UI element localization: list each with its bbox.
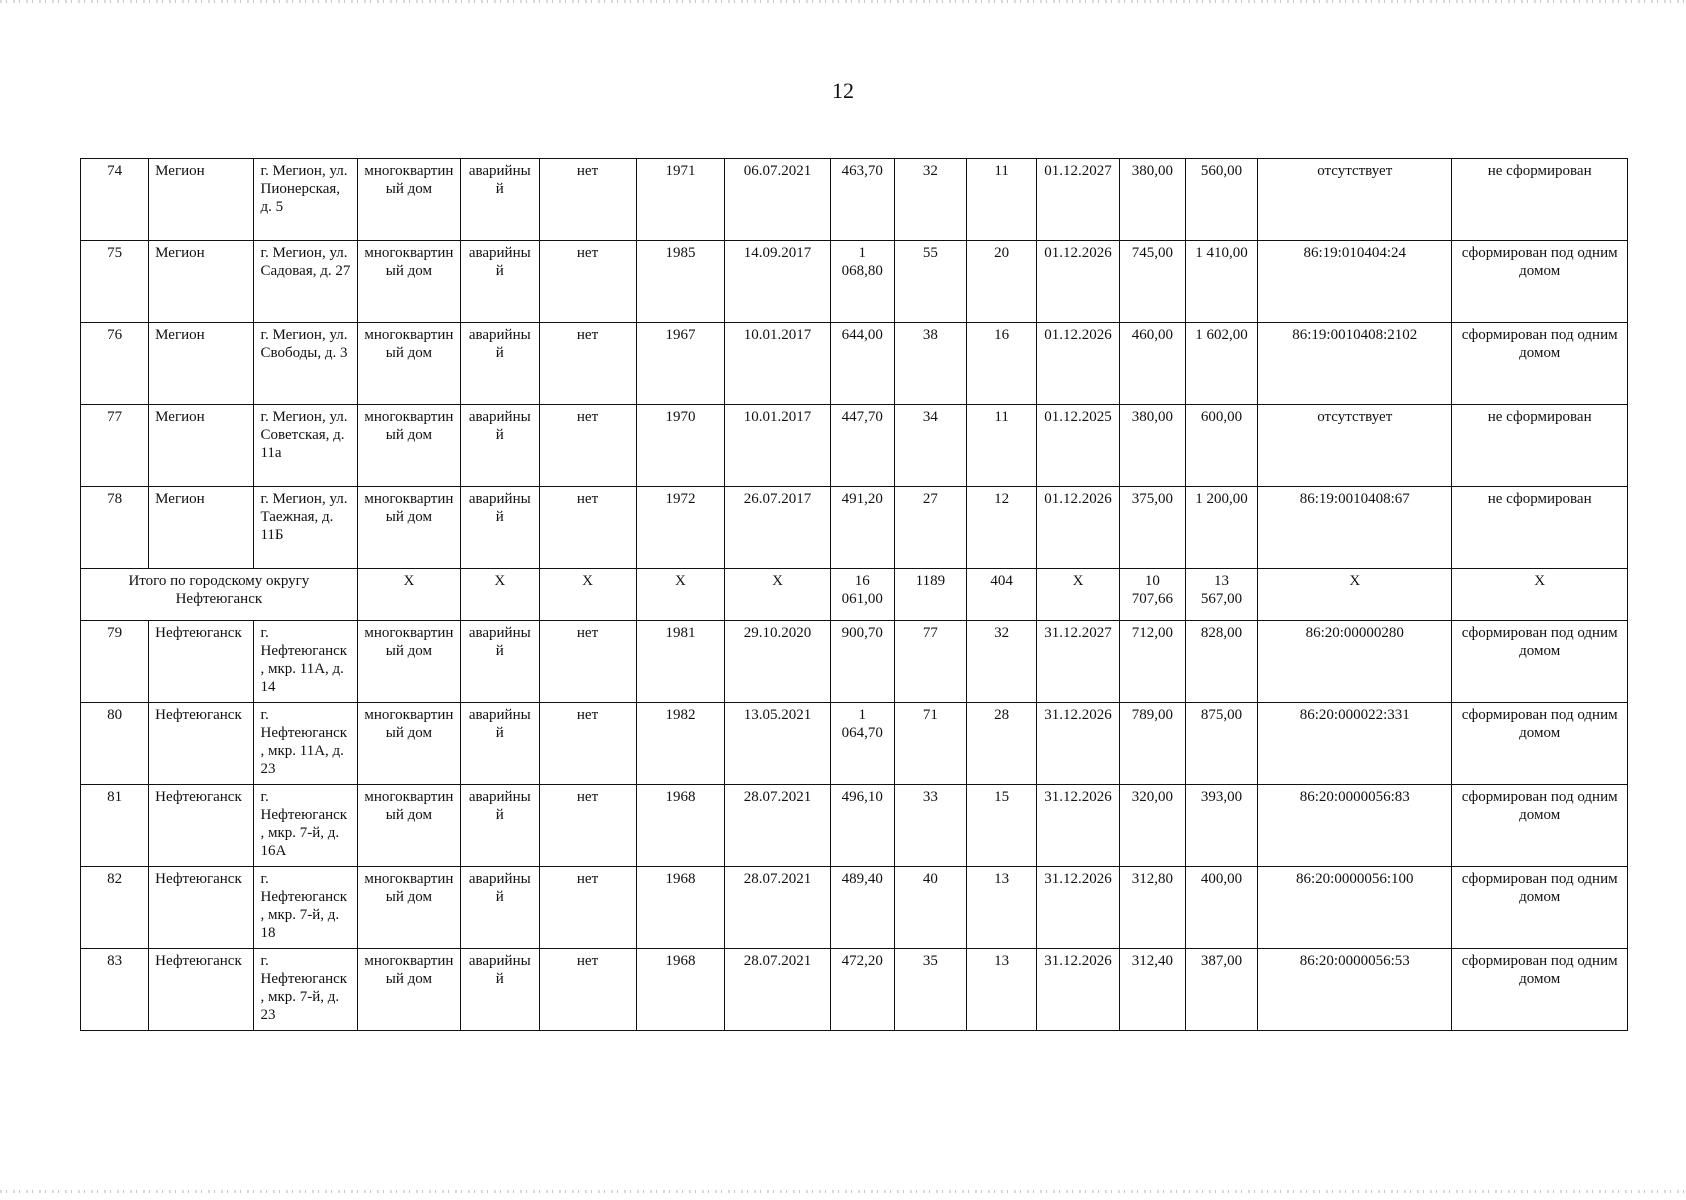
cell-flats: 12 xyxy=(967,487,1037,569)
table-row xyxy=(81,867,1628,949)
cell-cultural: нет xyxy=(539,323,636,405)
cell-cadastral-area: 312,80 xyxy=(1119,867,1185,949)
cell-residents: 33 xyxy=(894,785,966,867)
cell-flats: 28 xyxy=(967,703,1037,785)
total-cell-residents: 1189 xyxy=(894,569,966,621)
table-row xyxy=(81,487,1628,569)
cell-area: 472,20 xyxy=(830,949,894,1031)
cell-area: 463,70 xyxy=(830,159,894,241)
cell-flats: 16 xyxy=(967,323,1037,405)
cell-cadastral-no: 86:20:0000056:100 xyxy=(1258,867,1452,949)
cell-decision-date: 10.01.2017 xyxy=(725,405,830,487)
cell-deadline: 31.12.2026 xyxy=(1037,703,1120,785)
cell-plot-status: сформирован под одним домом xyxy=(1452,241,1628,323)
table-body-megion xyxy=(81,159,1628,569)
cell-decision-date: 06.07.2021 xyxy=(725,159,830,241)
cell-no: 77 xyxy=(81,405,149,487)
cell-address: г. Мегион, ул. Садовая, д. 27 xyxy=(254,241,357,323)
cell-address: г. Мегион, ул. Свободы, д. 3 xyxy=(254,323,357,405)
cell-year: 1968 xyxy=(636,949,725,1031)
cell-municipality: Мегион xyxy=(149,323,254,405)
cell-municipality: Нефтеюганск xyxy=(149,785,254,867)
cell-municipality: Нефтеюганск xyxy=(149,949,254,1031)
cell-cultural: нет xyxy=(539,241,636,323)
cell-status: аварийный xyxy=(461,949,539,1031)
cell-type: многоквартиный дом xyxy=(357,159,460,241)
cell-deadline: 01.12.2026 xyxy=(1037,487,1120,569)
cell-area: 644,00 xyxy=(830,323,894,405)
cell-cadastral-area: 712,00 xyxy=(1119,621,1185,703)
cell-municipality: Нефтеюганск xyxy=(149,621,254,703)
cell-plot-area: 1 200,00 xyxy=(1185,487,1257,569)
cell-cadastral-no: отсутствует xyxy=(1258,405,1452,487)
cell-status: аварийный xyxy=(461,159,539,241)
total-cell-plot-area: 13 567,00 xyxy=(1185,569,1257,621)
cell-cadastral-area: 380,00 xyxy=(1119,405,1185,487)
table-row xyxy=(81,785,1628,867)
table-row xyxy=(81,323,1628,405)
cell-decision-date: 28.07.2021 xyxy=(725,867,830,949)
total-cell-cultural: Х xyxy=(539,569,636,621)
cell-no: 76 xyxy=(81,323,149,405)
total-row xyxy=(81,569,1628,621)
cell-residents: 35 xyxy=(894,949,966,1031)
cell-plot-status: сформирован под одним домом xyxy=(1452,867,1628,949)
cell-plot-status: сформирован под одним домом xyxy=(1452,785,1628,867)
cell-area: 1 068,80 xyxy=(830,241,894,323)
table-row xyxy=(81,405,1628,487)
total-cell-status: Х xyxy=(461,569,539,621)
cell-status: аварийный xyxy=(461,487,539,569)
cell-flats: 13 xyxy=(967,949,1037,1031)
cell-status: аварийный xyxy=(461,405,539,487)
cell-deadline: 31.12.2027 xyxy=(1037,621,1120,703)
cell-cultural: нет xyxy=(539,487,636,569)
cell-address: г. Нефтеюганск, мкр. 11А, д. 14 xyxy=(254,621,357,703)
cell-cultural: нет xyxy=(539,405,636,487)
cell-status: аварийный xyxy=(461,867,539,949)
cell-deadline: 01.12.2026 xyxy=(1037,323,1120,405)
cell-deadline: 01.12.2026 xyxy=(1037,241,1120,323)
cell-cadastral-area: 745,00 xyxy=(1119,241,1185,323)
total-cell-flats: 404 xyxy=(967,569,1037,621)
cell-decision-date: 13.05.2021 xyxy=(725,703,830,785)
cell-area: 900,70 xyxy=(830,621,894,703)
cell-decision-date: 29.10.2020 xyxy=(725,621,830,703)
cell-cadastral-area: 460,00 xyxy=(1119,323,1185,405)
table-row xyxy=(81,159,1628,241)
cell-flats: 11 xyxy=(967,159,1037,241)
cell-plot-status: сформирован под одним домом xyxy=(1452,621,1628,703)
scan-edge-bottom xyxy=(0,1190,1686,1193)
cell-cadastral-area: 312,40 xyxy=(1119,949,1185,1031)
cell-cadastral-no: 86:20:000022:331 xyxy=(1258,703,1452,785)
cell-year: 1972 xyxy=(636,487,725,569)
cell-year: 1982 xyxy=(636,703,725,785)
cell-address: г. Нефтеюганск, мкр. 7-й, д. 16А xyxy=(254,785,357,867)
table-row xyxy=(81,703,1628,785)
cell-type: многоквартиный дом xyxy=(357,785,460,867)
cell-flats: 20 xyxy=(967,241,1037,323)
cell-type: многоквартиный дом xyxy=(357,949,460,1031)
table-row xyxy=(81,621,1628,703)
cell-type: многоквартиный дом xyxy=(357,703,460,785)
cell-type: многоквартиный дом xyxy=(357,621,460,703)
cell-no: 81 xyxy=(81,785,149,867)
cell-area: 1 064,70 xyxy=(830,703,894,785)
table-row xyxy=(81,241,1628,323)
cell-municipality: Мегион xyxy=(149,241,254,323)
cell-decision-date: 28.07.2021 xyxy=(725,785,830,867)
cell-status: аварийный xyxy=(461,785,539,867)
cell-deadline: 31.12.2026 xyxy=(1037,785,1120,867)
cell-plot-area: 1 410,00 xyxy=(1185,241,1257,323)
cell-year: 1968 xyxy=(636,867,725,949)
cell-municipality: Мегион xyxy=(149,159,254,241)
cell-residents: 55 xyxy=(894,241,966,323)
cell-address: г. Мегион, ул. Советская, д. 11а xyxy=(254,405,357,487)
total-cell-deadline: Х xyxy=(1037,569,1120,621)
cell-plot-status: не сформирован xyxy=(1452,159,1628,241)
cell-type: многоквартиный дом xyxy=(357,241,460,323)
cell-area: 496,10 xyxy=(830,785,894,867)
cell-plot-area: 387,00 xyxy=(1185,949,1257,1031)
cell-no: 80 xyxy=(81,703,149,785)
housing-registry-table xyxy=(80,158,1628,1031)
cell-municipality: Нефтеюганск xyxy=(149,703,254,785)
cell-deadline: 31.12.2026 xyxy=(1037,949,1120,1031)
cell-plot-status: сформирован под одним домом xyxy=(1452,949,1628,1031)
cell-no: 75 xyxy=(81,241,149,323)
cell-plot-status: сформирован под одним домом xyxy=(1452,323,1628,405)
cell-plot-area: 1 602,00 xyxy=(1185,323,1257,405)
cell-address: г. Нефтеюганск, мкр. 11А, д. 23 xyxy=(254,703,357,785)
cell-no: 78 xyxy=(81,487,149,569)
cell-no: 82 xyxy=(81,867,149,949)
page-number: 12 xyxy=(832,78,854,103)
cell-cadastral-area: 789,00 xyxy=(1119,703,1185,785)
cell-no: 79 xyxy=(81,621,149,703)
cell-decision-date: 26.07.2017 xyxy=(725,487,830,569)
cell-flats: 11 xyxy=(967,405,1037,487)
cell-cultural: нет xyxy=(539,159,636,241)
cell-area: 447,70 xyxy=(830,405,894,487)
cell-deadline: 01.12.2025 xyxy=(1037,405,1120,487)
cell-plot-area: 828,00 xyxy=(1185,621,1257,703)
cell-plot-area: 600,00 xyxy=(1185,405,1257,487)
cell-plot-status: сформирован под одним домом xyxy=(1452,703,1628,785)
cell-plot-status: не сформирован xyxy=(1452,405,1628,487)
total-cell-cadastral-area: 10 707,66 xyxy=(1119,569,1185,621)
table-total-row-group xyxy=(81,569,1628,621)
cell-cadastral-area: 320,00 xyxy=(1119,785,1185,867)
cell-residents: 38 xyxy=(894,323,966,405)
cell-year: 1968 xyxy=(636,785,725,867)
total-cell-area: 16 061,00 xyxy=(830,569,894,621)
cell-residents: 71 xyxy=(894,703,966,785)
cell-cadastral-area: 380,00 xyxy=(1119,159,1185,241)
cell-type: многоквартиный дом xyxy=(357,323,460,405)
cell-no: 74 xyxy=(81,159,149,241)
cell-cadastral-no: отсутствует xyxy=(1258,159,1452,241)
cell-type: многоквартиный дом xyxy=(357,867,460,949)
cell-address: г. Мегион, ул. Таежная, д. 11Б xyxy=(254,487,357,569)
cell-cultural: нет xyxy=(539,867,636,949)
cell-cadastral-no: 86:20:00000280 xyxy=(1258,621,1452,703)
cell-cadastral-no: 86:20:0000056:83 xyxy=(1258,785,1452,867)
cell-year: 1971 xyxy=(636,159,725,241)
total-cell-type: Х xyxy=(357,569,460,621)
cell-decision-date: 28.07.2021 xyxy=(725,949,830,1031)
cell-year: 1967 xyxy=(636,323,725,405)
table-row xyxy=(81,949,1628,1031)
cell-municipality: Мегион xyxy=(149,405,254,487)
table-body-nefteyugansk xyxy=(81,621,1628,1031)
cell-cadastral-no: 86:19:0010408:2102 xyxy=(1258,323,1452,405)
cell-plot-status: не сформирован xyxy=(1452,487,1628,569)
cell-decision-date: 14.09.2017 xyxy=(725,241,830,323)
cell-deadline: 01.12.2027 xyxy=(1037,159,1120,241)
cell-residents: 77 xyxy=(894,621,966,703)
cell-plot-area: 560,00 xyxy=(1185,159,1257,241)
cell-cadastral-no: 86:20:0000056:53 xyxy=(1258,949,1452,1031)
cell-cadastral-area: 375,00 xyxy=(1119,487,1185,569)
cell-year: 1981 xyxy=(636,621,725,703)
cell-address: г. Нефтеюганск, мкр. 7-й, д. 23 xyxy=(254,949,357,1031)
cell-status: аварийный xyxy=(461,323,539,405)
cell-municipality: Нефтеюганск xyxy=(149,867,254,949)
cell-residents: 34 xyxy=(894,405,966,487)
cell-residents: 32 xyxy=(894,159,966,241)
total-cell-decision-date: Х xyxy=(725,569,830,621)
cell-year: 1985 xyxy=(636,241,725,323)
cell-plot-area: 875,00 xyxy=(1185,703,1257,785)
cell-residents: 27 xyxy=(894,487,966,569)
cell-type: многоквартиный дом xyxy=(357,405,460,487)
total-cell-cadastral-no: Х xyxy=(1258,569,1452,621)
cell-status: аварийный xyxy=(461,703,539,785)
cell-address: г. Нефтеюганск, мкр. 7-й, д. 18 xyxy=(254,867,357,949)
total-cell-plot-status: Х xyxy=(1452,569,1628,621)
cell-status: аварийный xyxy=(461,621,539,703)
cell-flats: 15 xyxy=(967,785,1037,867)
cell-flats: 13 xyxy=(967,867,1037,949)
cell-flats: 32 xyxy=(967,621,1037,703)
cell-no: 83 xyxy=(81,949,149,1031)
cell-cultural: нет xyxy=(539,621,636,703)
cell-area: 489,40 xyxy=(830,867,894,949)
cell-area: 491,20 xyxy=(830,487,894,569)
cell-cultural: нет xyxy=(539,703,636,785)
total-cell-year: Х xyxy=(636,569,725,621)
scan-edge-top xyxy=(0,0,1686,3)
cell-decision-date: 10.01.2017 xyxy=(725,323,830,405)
cell-year: 1970 xyxy=(636,405,725,487)
cell-cultural: нет xyxy=(539,785,636,867)
cell-plot-area: 400,00 xyxy=(1185,867,1257,949)
cell-deadline: 31.12.2026 xyxy=(1037,867,1120,949)
cell-cadastral-no: 86:19:0010408:67 xyxy=(1258,487,1452,569)
cell-cultural: нет xyxy=(539,949,636,1031)
cell-municipality: Мегион xyxy=(149,487,254,569)
cell-address: г. Мегион, ул. Пионерская, д. 5 xyxy=(254,159,357,241)
cell-plot-area: 393,00 xyxy=(1185,785,1257,867)
total-row-label: Итого по городскому округу Нефтеюганск xyxy=(81,569,358,621)
cell-cadastral-no: 86:19:010404:24 xyxy=(1258,241,1452,323)
cell-residents: 40 xyxy=(894,867,966,949)
cell-type: многоквартиный дом xyxy=(357,487,460,569)
cell-status: аварийный xyxy=(461,241,539,323)
